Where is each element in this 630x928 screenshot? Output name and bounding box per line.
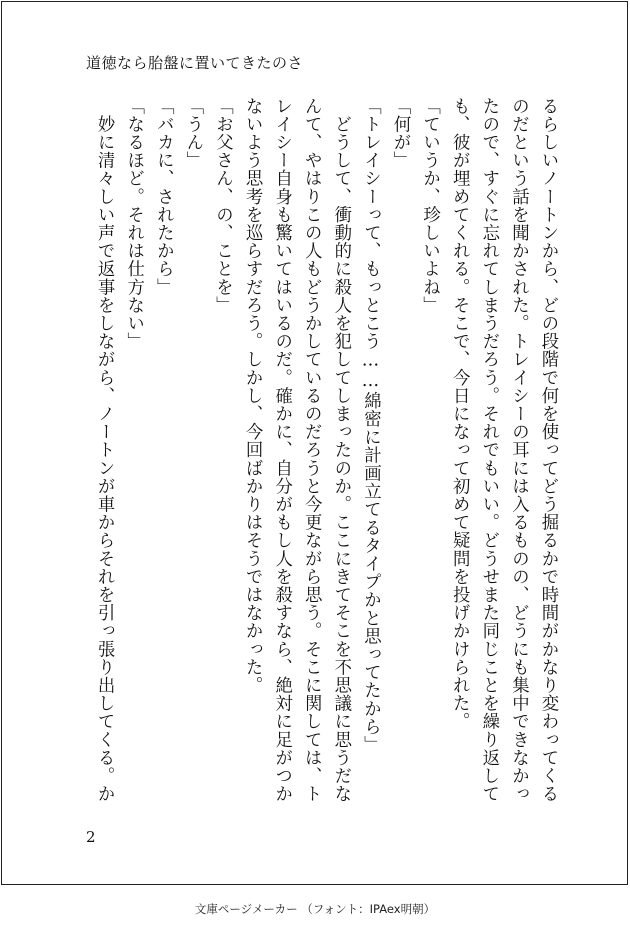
paragraph: 「トレイシーって、もっとこう……綿密に計画立てるタイプかと思ってたから」	[360, 97, 381, 754]
paragraph: 「なるほど。それは仕方ない」	[123, 97, 144, 351]
vertical-body-text	[74, 97, 562, 807]
page-number: 2	[86, 828, 96, 846]
paragraph: 「お父さん、の、ことを」	[212, 97, 233, 315]
paragraph: 「何が」	[390, 97, 411, 170]
paragraph: 「ていうか、珍しいよね」	[419, 97, 440, 315]
paragraph: るらしいノートンから、どの段階で何を使ってどう掘るかで時間がかなり変わってくるのだという話を聞かされた。トレイシーの耳には入るものの、どうにも集中できなかったので、すぐに忘れてしまうだろう。それでもいい。どうせまた同じことを繰り返しても、彼が埋めてくれる。そこで、今日になって初めて疑問を投げかけられた。	[449, 97, 558, 803]
running-header-title: 道徳なら胎盤に置いてきたのさ	[86, 54, 304, 72]
paragraph: 「バカに、されたから」	[153, 97, 174, 297]
paragraph: どうして、衝動的に殺人を犯してしまったのか。ここにきてそこを不思議に思うだなんて、やはりこの人もどうかしているのだろうと今更ながら思う。そこに関しては、トレイシー自身も驚いてはいるのだ。確かに、自分がもし人を殺すなら、絶対に足がつかないよう思考を巡らすだろう。しかし、今回ばかりはそうではなかった。	[242, 97, 351, 803]
paragraph: 妙に清々しい声で返事をしながら、ノートンが車からそれを引っ張り出してくる。か	[94, 97, 115, 803]
page-frame	[1, 1, 628, 885]
footer-credit: 文庫ページメーカー （フォント：IPAex明朝）	[194, 902, 436, 916]
paragraph: 「うん」	[182, 97, 203, 170]
